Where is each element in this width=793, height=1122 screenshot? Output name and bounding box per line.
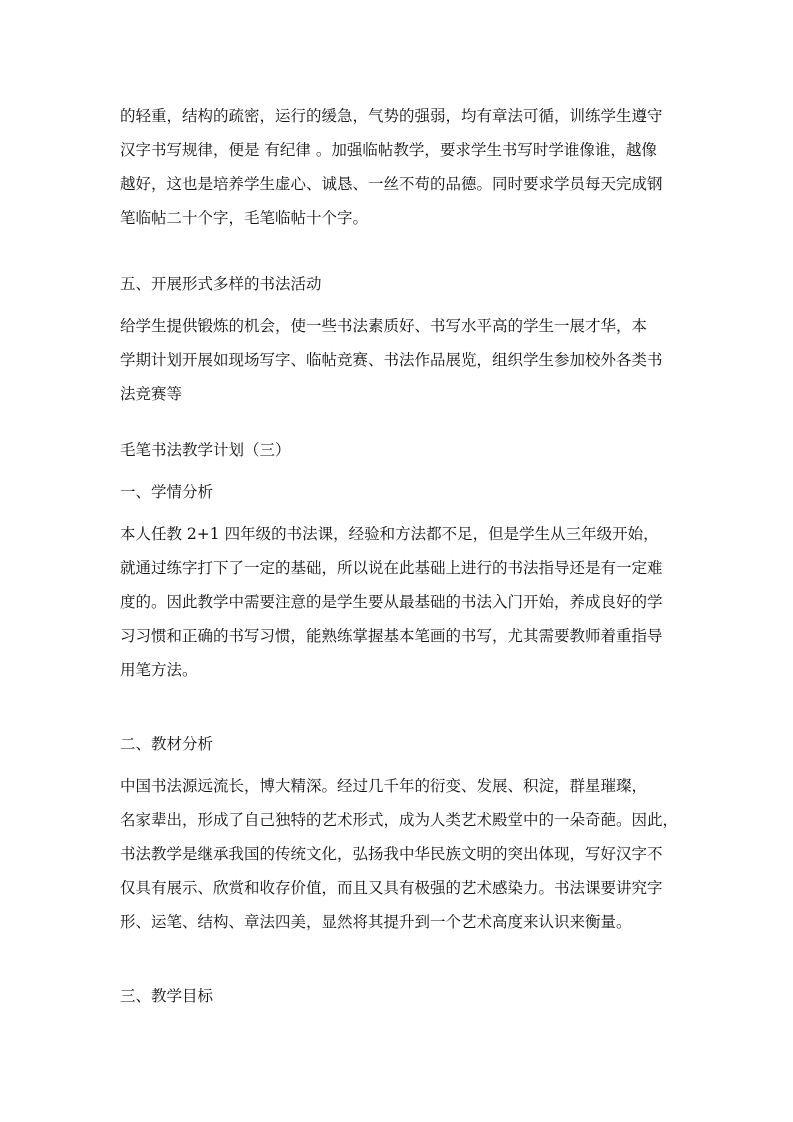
text-line: 就通过练字打下了一定的基础，所以说在此基础上进行的书法指导还是有一定难 xyxy=(120,559,663,577)
paragraph-activities xyxy=(120,309,680,411)
text-line: 学期计划开展如现场写字、临帖竞赛、书法作品展览，组织学生参加校外各类书 xyxy=(120,351,663,369)
heading-text: 三、教学目标 xyxy=(120,987,214,1005)
text-line: 汉字书写规律，便是 有纪律 。加强临帖教学，要求学生书写时学谁像谁，越像 xyxy=(120,141,657,159)
paragraph-student-analysis xyxy=(120,517,680,687)
text-line: 给学生提供锻炼的机会，使一些书法素质好、书写水平高的学生一展才华，本 xyxy=(120,317,648,335)
text-line: 名家辈出，形成了自己独特的艺术形式，成为人类艺术殿堂中的一朵奇葩。因此， xyxy=(120,811,679,829)
text-line: 越好，这也是培养学生虚心、诚恳、一丝不苟的品德。同时要求学员每天完成钢 xyxy=(120,175,663,193)
heading-teaching-goals xyxy=(120,979,680,1013)
text-line: 笔临帖二十个字，毛笔临帖十个字。 xyxy=(120,209,369,227)
heading-text: 毛笔书法教学计划（三） xyxy=(120,441,291,459)
heading-plan-three xyxy=(120,433,680,467)
text-line: 书法教学是继承我国的传统文化，弘扬我中华民族文明的突出体现，写好汉字不 xyxy=(120,845,663,863)
text-line: 中国书法源远流长，博大精深。经过几千年的衍变、发展、积淀，群星璀璨， xyxy=(120,777,648,795)
text-line: 形、运笔、结构、章法四美，显然将其提升到一个艺术高度来认识来衡量。 xyxy=(120,913,632,931)
heading-text: 五、开展形式多样的书法活动 xyxy=(120,275,322,293)
heading-material-analysis xyxy=(120,727,680,761)
heading-student-analysis xyxy=(120,475,680,509)
heading-section-five xyxy=(120,267,680,301)
text-line: 度的。因此教学中需要注意的是学生要从最基础的书法入门开始，养成良好的学 xyxy=(120,593,663,611)
heading-text: 一、学情分析 xyxy=(120,483,214,501)
text-line: 本人任教 2+1 四年级的书法课，经验和方法都不足，但是学生从三年级开始， xyxy=(120,525,659,543)
heading-text: 二、教材分析 xyxy=(120,735,214,753)
text-line: 法竞赛等 xyxy=(120,385,183,403)
text-line: 的轻重，结构的疏密，运行的缓急，气势的强弱，均有章法可循，训练学生遵守 xyxy=(120,107,663,125)
paragraph-material-analysis xyxy=(120,769,680,939)
text-line: 仅具有展示、欣赏和收存价值，而且又具有极强的艺术感染力。书法课要讲究字 xyxy=(120,879,663,897)
paragraph-calligraphy-rules xyxy=(120,99,680,235)
text-line: 习习惯和正确的书写习惯，能熟练掌握基本笔画的书写，尤其需要教师着重指导 xyxy=(120,627,663,645)
text-line: 用笔方法。 xyxy=(120,661,198,679)
